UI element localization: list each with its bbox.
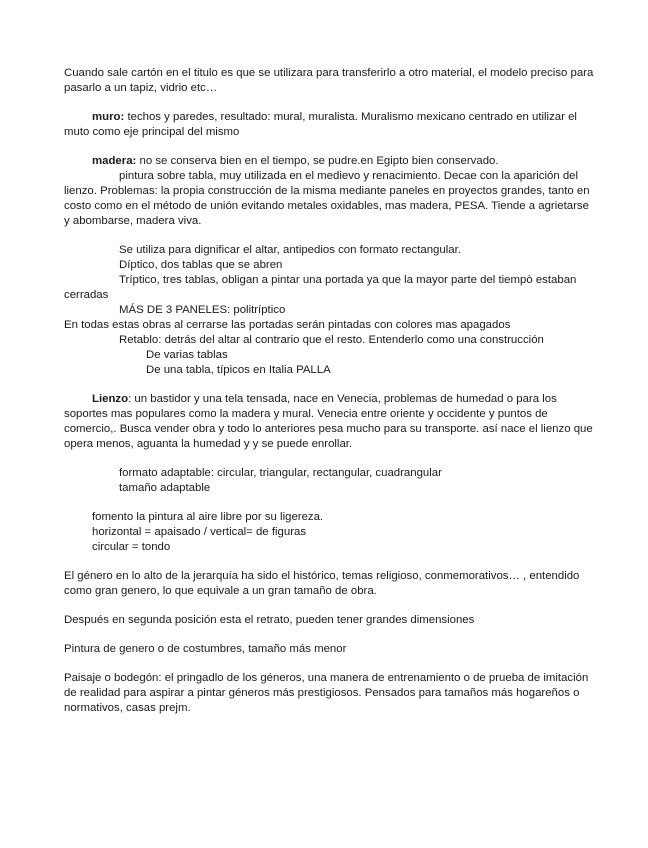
lienzo-tamano: tamaño adaptable [119, 482, 211, 494]
genero-costumbres: Pintura de genero o de costumbres, tamaño más menor [64, 643, 347, 655]
genero-retrato: Después en segunda posición esta el retrato, pueden tener grandes dimensiones [64, 614, 475, 626]
altar-line-8: De una tabla, típicos en Italia PALLA [146, 364, 331, 376]
muro-paragraph [64, 110, 594, 140]
altar-line-1: Se utiliza para dignificar el altar, antipedios con formato rectangular. [119, 244, 461, 256]
altar-line-5: En todas estas obras al cerrarse las portadas serán pintadas con colores mas apagados [64, 319, 511, 331]
document-page [64, 66, 594, 716]
madera-text: no se conserva bien en el tiempo, se pudre.en Egipto bien conservado. [136, 155, 499, 167]
altar-line-6: Retablo: detrás del altar al contrario que el resto. Entenderlo como una construcción [119, 334, 544, 346]
altar-line-7: De varias tablas [146, 349, 228, 361]
muro-term: muro: [92, 111, 125, 123]
genero-paisaje: Paisaje o bodegón: el pringadlo de los géneros, una manera de entrenamiento o de prueba de imitación de realidad para aspirar a pintar géneros más prestigiosos. Pensados para tamaños más hogareños o normativos, casas prejm. [64, 672, 589, 714]
lienzo-formato: formato adaptable: circular, triangular, rectangular, cuadrangular [119, 467, 442, 479]
lienzo-paragraph [64, 392, 594, 452]
lienzo-term: Lienzo [92, 393, 129, 405]
altar-line-3: Tríptico, tres tablas, obligan a pintar una portada ya que la mayor parte del tiempò estaban cerradas [64, 274, 577, 301]
lienzo-horizontal: horizontal = apaisado / vertical= de figuras [92, 526, 307, 538]
lienzo-fomento: fomento la pintura al aire libre por su ligereza. [92, 511, 324, 523]
lienzo-circular: circular = tondo [92, 541, 171, 553]
madera-detail: pintura sobre tabla, muy utilizada en el medievo y renacimiento. Decae con la aparición del lienzo. Problemas: la propia construcción de la misma mediante paneles en proyectos grandes, tanto en costo como en el método de unión evitando metales oxidables, mas madera, PESA. Tiende a agrietarse y abombarse, madera viva. [64, 170, 590, 227]
madera-paragraph [64, 154, 594, 169]
intro-paragraph: Cuando sale cartón en el titulo es que se utilizara para transferirlo a otro material, el modelo preciso para pasarlo a un tapiz, vidrio etc… [64, 67, 594, 94]
lienzo-text: : un bastidor y una tela tensada, nace en Venecia, problemas de humedad o para los soportes mas populares como la madera y mural. Venecia entre oriente y occidente y puntos de comercio,. Busca vender obra y todo lo anteriores pesa mucho para su transporte. así nace el lienzo que opera menos, aguanta la humedad y y se puede enrollar. [64, 393, 593, 450]
altar-line-2: Díptico, dos tablas que se abren [119, 259, 283, 271]
genero-historico: El género en lo alto de la jerarquía ha sido el histórico, temas religioso, conmemorativos… , entendido como gran genero, lo que equivale a un gran tamaño de obra. [64, 570, 580, 597]
muro-text: techos y paredes, resultado: mural, muralista. Muralismo mexicano centrado en utilizar el muto como eje principal del mismo [64, 111, 577, 138]
madera-term: madera: [92, 155, 137, 167]
altar-line-4: MÁS DE 3 PANELES: politríptico [119, 304, 286, 316]
